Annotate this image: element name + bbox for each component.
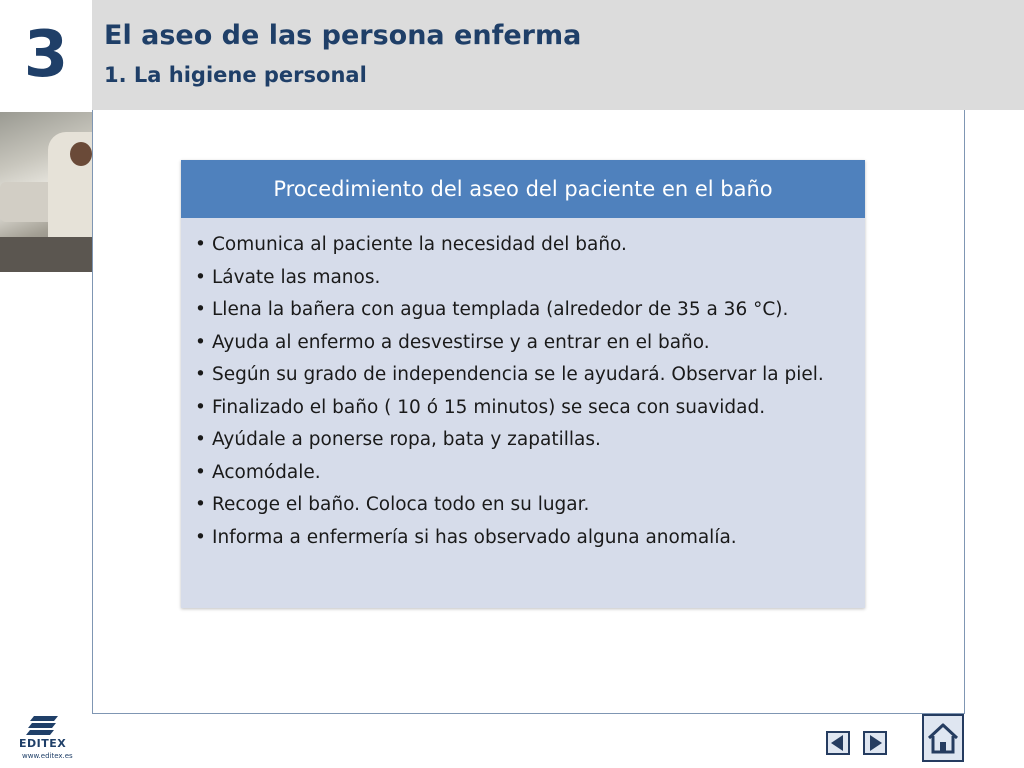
list-item-text: Llena la bañera con agua templada (alrededor de 35 a 36 °C).	[212, 299, 789, 320]
triangle-right-icon	[865, 733, 885, 753]
bullet-icon: •	[195, 299, 206, 320]
page-title: El aseo de las persona enferma	[104, 20, 582, 51]
bullet-icon: •	[195, 266, 206, 288]
chapter-box	[0, 0, 92, 110]
list-item	[189, 492, 843, 518]
list-item-text: Lávate las manos.	[212, 266, 381, 288]
list-item	[189, 297, 843, 323]
bullet-icon: •	[195, 461, 206, 483]
previous-slide-button[interactable]	[826, 731, 850, 755]
bullet-icon: •	[195, 331, 206, 353]
list-item	[189, 362, 843, 388]
logo-wordmark: EDITEX	[19, 737, 67, 750]
patient-care-photo	[0, 112, 92, 272]
logo-url: www.editex.es	[22, 752, 73, 760]
procedure-card-title: Procedimiento del aseo del paciente en el baño	[273, 177, 773, 201]
home-button[interactable]	[922, 714, 964, 762]
triangle-left-icon	[828, 733, 848, 753]
list-item-text: Informa a enfermería si has observado alguna anomalía.	[212, 526, 737, 548]
list-item	[189, 525, 843, 551]
header-bar	[92, 0, 1024, 110]
list-item	[189, 265, 843, 291]
bullet-icon: •	[195, 234, 206, 255]
bullet-icon: •	[195, 494, 206, 515]
list-item	[189, 330, 843, 356]
page-subtitle: 1. La higiene personal	[104, 63, 367, 87]
list-item	[189, 232, 843, 258]
list-item	[189, 427, 843, 453]
procedure-card-header	[181, 160, 865, 218]
photo-head-shape	[70, 142, 92, 166]
list-item	[189, 395, 843, 421]
list-item-text: Recoge el baño. Coloca todo en su lugar.	[212, 494, 590, 515]
bullet-icon: •	[195, 526, 206, 548]
procedure-list	[181, 218, 865, 551]
list-item-text: Según su grado de independencia se le ayudará. Observar la piel.	[212, 364, 824, 385]
bullet-icon: •	[195, 396, 206, 418]
chapter-number: 3	[23, 18, 69, 92]
list-item-text: Ayuda al enfermo a desvestirse y a entrar en el baño.	[212, 331, 710, 353]
list-item-text: Ayúdale a ponerse ropa, bata y zapatillas.	[212, 429, 601, 450]
list-item-text: Acomódale.	[212, 461, 321, 483]
next-slide-button[interactable]	[863, 731, 887, 755]
photo-floor-shape	[0, 237, 92, 272]
home-icon	[924, 716, 962, 760]
list-item-text: Finalizado el baño ( 10 ó 15 minutos) se seca con suavidad.	[212, 396, 766, 418]
bullet-icon: •	[195, 429, 206, 450]
list-item-text: Comunica al paciente la necesidad del baño.	[212, 234, 627, 255]
list-item	[189, 460, 843, 486]
procedure-card	[181, 160, 865, 608]
bullet-icon: •	[195, 364, 206, 385]
